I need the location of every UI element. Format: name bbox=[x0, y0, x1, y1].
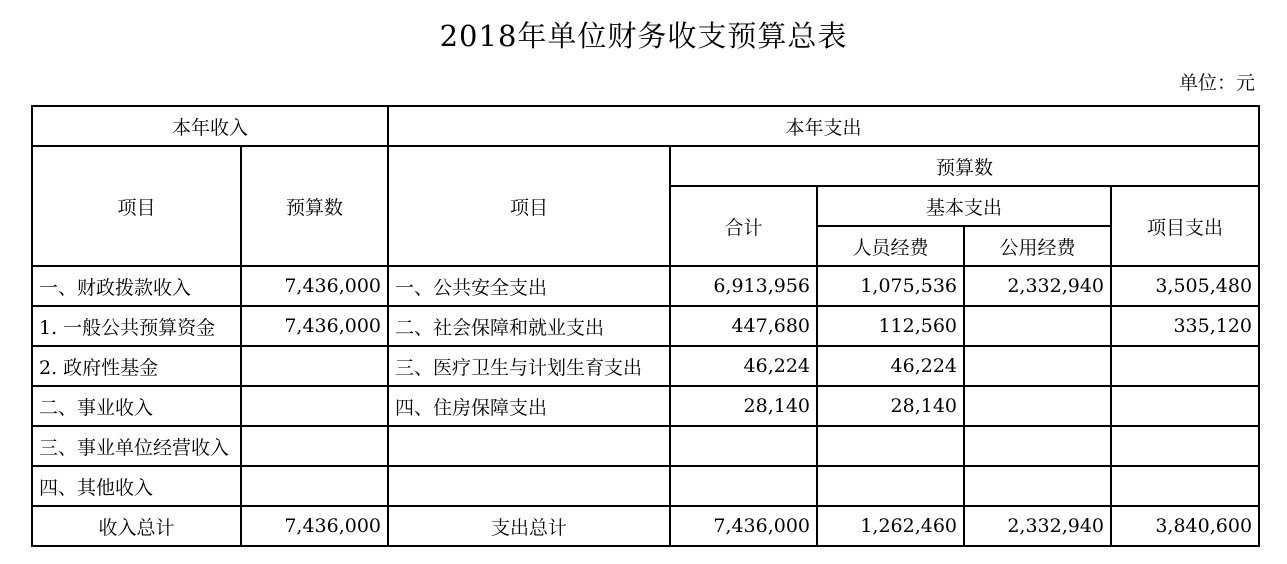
table-row bbox=[32, 466, 1259, 506]
expense-total-label: 支出总计 bbox=[388, 506, 670, 546]
table-row bbox=[32, 426, 1259, 466]
project-cell bbox=[1111, 346, 1259, 386]
expense-item-cell bbox=[388, 466, 670, 506]
personnel-cell: 28,140 bbox=[817, 386, 964, 426]
expense-item-cell: 二、社会保障和就业支出 bbox=[388, 306, 670, 346]
income-item-cell: 四、其他收入 bbox=[32, 466, 241, 506]
expense-item-cell: 三、医疗卫生与计划生育支出 bbox=[388, 346, 670, 386]
total-cell: 46,224 bbox=[670, 346, 817, 386]
table-row bbox=[32, 266, 1259, 306]
header-expense: 本年支出 bbox=[388, 106, 1259, 146]
personnel-cell: 1,075,536 bbox=[817, 266, 964, 306]
expense-total-value: 7,436,000 bbox=[670, 506, 817, 546]
header-personnel: 人员经费 bbox=[817, 226, 964, 266]
public-cell bbox=[964, 306, 1111, 346]
income-budget-cell bbox=[241, 346, 388, 386]
expense-item-cell: 四、住房保障支出 bbox=[388, 386, 670, 426]
personnel-cell: 46,224 bbox=[817, 346, 964, 386]
project-cell: 3,505,480 bbox=[1111, 266, 1259, 306]
total-cell: 28,140 bbox=[670, 386, 817, 426]
header-income-item: 项目 bbox=[32, 146, 241, 266]
header-total: 合计 bbox=[670, 186, 817, 266]
budget-table bbox=[31, 105, 1260, 547]
income-total-value: 7,436,000 bbox=[241, 506, 388, 546]
income-budget-cell bbox=[241, 466, 388, 506]
total-cell: 447,680 bbox=[670, 306, 817, 346]
personnel-cell bbox=[817, 426, 964, 466]
public-cell bbox=[964, 386, 1111, 426]
project-cell bbox=[1111, 426, 1259, 466]
page-title: 2018年单位财务收支预算总表 bbox=[439, 19, 848, 53]
personnel-cell: 112,560 bbox=[817, 306, 964, 346]
table-row bbox=[32, 346, 1259, 386]
header-public: 公用经费 bbox=[964, 226, 1111, 266]
income-item-cell: 一、财政拨款收入 bbox=[32, 266, 241, 306]
unit-label: 单位：元 bbox=[1178, 72, 1255, 94]
income-budget-cell bbox=[241, 426, 388, 466]
expense-item-cell bbox=[388, 426, 670, 466]
income-item-cell: 2. 政府性基金 bbox=[32, 346, 241, 386]
income-budget-cell: 7,436,000 bbox=[241, 306, 388, 346]
project-cell: 335,120 bbox=[1111, 306, 1259, 346]
total-cell: 6,913,956 bbox=[670, 266, 817, 306]
project-cell bbox=[1111, 386, 1259, 426]
public-cell bbox=[964, 466, 1111, 506]
income-item-cell: 二、事业收入 bbox=[32, 386, 241, 426]
income-total-label: 收入总计 bbox=[32, 506, 241, 546]
table-row bbox=[32, 306, 1259, 346]
expense-item-cell: 一、公共安全支出 bbox=[388, 266, 670, 306]
public-cell bbox=[964, 426, 1111, 466]
personnel-total-value: 1,262,460 bbox=[817, 506, 964, 546]
project-total-value: 3,840,600 bbox=[1111, 506, 1259, 546]
income-item-cell: 1. 一般公共预算资金 bbox=[32, 306, 241, 346]
public-cell bbox=[964, 346, 1111, 386]
public-total-value: 2,332,940 bbox=[964, 506, 1111, 546]
public-cell: 2,332,940 bbox=[964, 266, 1111, 306]
income-budget-cell bbox=[241, 386, 388, 426]
header-budget: 预算数 bbox=[670, 146, 1259, 186]
header-income: 本年收入 bbox=[32, 106, 388, 146]
header-income-budget: 预算数 bbox=[241, 146, 388, 266]
header-expense-item: 项目 bbox=[388, 146, 670, 266]
header-project: 项目支出 bbox=[1111, 186, 1259, 266]
income-item-cell: 三、事业单位经营收入 bbox=[32, 426, 241, 466]
project-cell bbox=[1111, 466, 1259, 506]
personnel-cell bbox=[817, 466, 964, 506]
total-cell bbox=[670, 426, 817, 466]
header-basic: 基本支出 bbox=[817, 186, 1111, 226]
table-row bbox=[32, 386, 1259, 426]
totals-row bbox=[32, 506, 1259, 546]
income-budget-cell: 7,436,000 bbox=[241, 266, 388, 306]
total-cell bbox=[670, 466, 817, 506]
